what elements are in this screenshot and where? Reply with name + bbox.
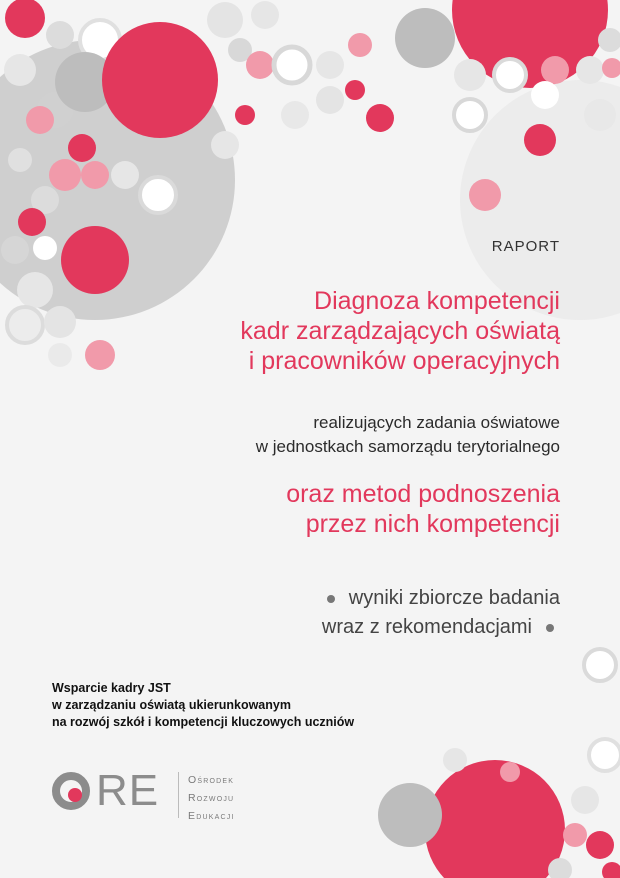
circle [4,54,36,86]
circle [274,47,310,83]
logo-name-line: Ośrodek [188,774,235,786]
report-label: RAPORT [491,238,560,255]
circle [18,208,46,236]
logo-institution-name [188,771,235,825]
support-line: w zarządzaniu oświatą ukierunkowanym [52,698,291,712]
circle [251,1,279,29]
circle [576,56,604,84]
circle [49,159,81,191]
title-line: i pracowników operacyjnych [248,347,560,375]
circle [584,649,616,681]
logo-acronym: RE [96,766,160,815]
support-line: Wsparcie kadry JST [52,681,171,695]
report-subtitle [140,411,560,459]
ore-logo [52,768,352,828]
circle [469,179,501,211]
circle [207,2,243,38]
results-line-text: wyniki zbiorcze badania [348,587,560,609]
circle [17,272,53,308]
support-line: na rozwój szkół i kompetencji kluczowych uczniów [52,715,355,729]
title-line: oraz metod podnoszenia [286,480,560,508]
circle [602,862,620,878]
circle [111,161,139,189]
results-line [140,613,560,642]
circle [494,59,526,91]
circle [316,51,344,79]
circle [586,831,614,859]
circle [395,8,455,68]
logo-name-line: Edukacji [188,810,235,822]
circle [140,177,176,213]
circle [443,748,467,772]
circle [584,99,616,131]
circle [541,56,569,84]
circle [48,343,72,367]
circle [33,236,57,260]
circle [425,760,565,878]
circle [589,739,620,771]
circle [61,226,129,294]
circle [602,58,620,78]
circle [211,131,239,159]
bullet-dot-icon [546,624,554,632]
circle [378,783,442,847]
subtitle-line: realizujących zadania oświatowe [313,413,560,432]
circle [571,786,599,814]
circle [1,236,29,264]
circle [454,59,486,91]
report-title [140,286,560,376]
results-line-text: wraz z rekomendacjami [321,616,532,638]
circle [500,762,520,782]
circle [345,80,365,100]
bullet-dot-icon [327,595,335,603]
circle [8,148,32,172]
results-line [140,584,560,613]
title-line: Diagnoza kompetencji [314,287,560,315]
project-support-text [52,680,412,731]
circle [235,105,255,125]
circle [7,307,43,343]
results-tagline [140,584,560,642]
subtitle-line: w jednostkach samorządu terytorialnego [255,437,560,456]
circle [281,101,309,129]
circle [102,22,218,138]
ore-logo-o-icon [52,772,90,810]
circle [563,823,587,847]
circle [5,0,45,38]
circle [68,134,96,162]
circle [454,99,486,131]
circle [524,124,556,156]
circle [246,51,274,79]
title-line: kadr zarządzających oświatą [240,317,560,345]
title-line: przez nich kompetencji [305,510,560,538]
circle [81,161,109,189]
circle [531,81,559,109]
circle [348,33,372,57]
circle [85,340,115,370]
logo-divider [178,772,179,818]
circle [46,21,74,49]
circle [44,306,76,338]
circle [366,104,394,132]
circle [316,86,344,114]
logo-name-line: Rozwoju [188,792,235,804]
report-title-continuation [140,479,560,539]
circle [26,106,54,134]
